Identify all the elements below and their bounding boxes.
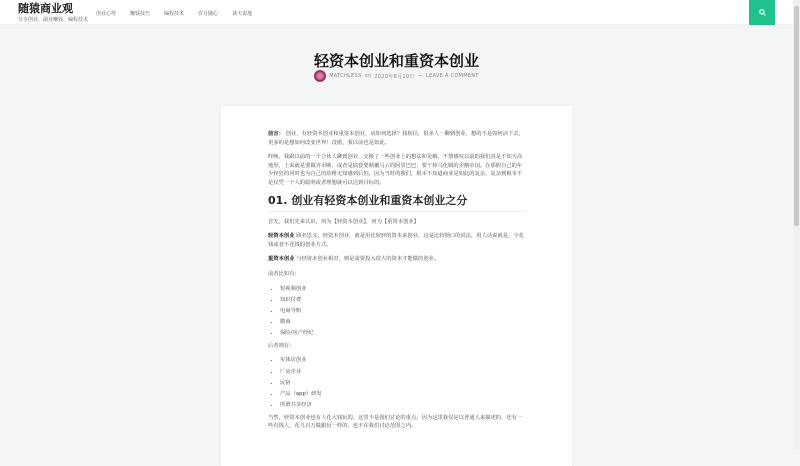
paragraph: 昨晚，我跟以前的一个合伙人聊到创业，交换了一些创业上的想法和见解。不禁感叹以前的我们真是不知天高地厚，上来就是要做齐市断，或者是搞套要颠覆马云的阿里巴巴，要干掉马化腾的企鹅帝国。在那假自己的年少轻狂的同时也为自己的幼稚无知感到后怕。因为当时的我们，根本不知道商业是如此的复杂，复杂到根本不是仅凭一个人的聪明或者理想就可以达到目标的。: [268, 154, 523, 186]
post-content: [268, 130, 526, 437]
site-title[interactable]: 随猿商业观: [18, 2, 73, 15]
search-button[interactable]: [749, 0, 775, 25]
heavy-label: 重资本创业: [268, 256, 295, 263]
list-item: • 电商导购: [280, 307, 526, 316]
intro-label: 前言：: [268, 131, 284, 137]
list-item: • 微商: [280, 318, 526, 327]
meta-sep: —: [417, 73, 424, 79]
nav-item[interactable]: 赚钱技巧: [130, 11, 151, 17]
main-nav: [96, 10, 252, 17]
nav-item[interactable]: 谈天说地: [232, 11, 253, 17]
site-tagline: 分享创业、副业赚钱、编程技术: [18, 17, 89, 23]
latter-list: [280, 356, 526, 409]
paragraph: [268, 232, 526, 249]
heavy-text: 与轻资本创业相对，则是需要投入很大的资本才能做的创业。: [296, 256, 440, 263]
nav-item[interactable]: 创业心得: [96, 11, 117, 17]
post-card: [221, 106, 572, 466]
list-item: • 产品（app）研发: [280, 390, 526, 399]
leave-comment-link[interactable]: LEAVE A COMMENT: [426, 73, 479, 79]
section-heading: 01. 创业有轻资本创业和重资本创业之分: [268, 194, 526, 212]
post-meta: [0, 70, 793, 82]
paragraph: 前者比如有：: [268, 270, 300, 277]
site-header: [0, 0, 793, 25]
former-list: [280, 285, 526, 338]
paragraph: [268, 255, 526, 264]
scrollbar-thumb[interactable]: [794, 6, 799, 226]
light-label: 轻资本创业: [268, 233, 295, 240]
post-title: 轻资本创业和重资本创业: [313, 52, 479, 70]
intro-text: 创业，有轻资本创业和重资本创业，该如何选择？我相信，很多人一聊到创业，想的不是如何活下去，更多的是想如何改变世界！没错，我以前也是如此。: [268, 131, 524, 146]
list-item: • 短视频创业: [280, 285, 526, 294]
post-date[interactable]: 2020年8月19日: [374, 73, 415, 80]
light-text: 顾名思义，轻资本创业，就是用比较轻的资本来创业，这是比较拗口的说法，用人话说就是，少花钱或者不花钱的创业方式。: [268, 233, 524, 248]
site-logo[interactable]: [18, 3, 88, 23]
nav-item[interactable]: 编程技术: [164, 11, 185, 17]
scrollbar[interactable]: [793, 0, 800, 450]
paragraph: 首先，我们先来认识，何为【轻资本创业】，何为【重资本创业】: [268, 218, 419, 225]
list-item: • 厂房企业: [280, 368, 526, 377]
list-item: • 民宿: [280, 379, 526, 388]
list-item: • 知识付费: [280, 296, 526, 305]
list-item: • 保险/房产经纪: [280, 329, 526, 338]
list-item: • 所谓共享经济: [280, 401, 526, 410]
list-item: • 实体店创业: [280, 356, 526, 365]
avatar: [314, 70, 326, 82]
search-icon: [759, 9, 766, 16]
nav-item[interactable]: 岁月随心: [198, 11, 219, 17]
paragraph: [268, 130, 526, 147]
meta-on: on: [364, 73, 372, 79]
paragraph: 后者则有：: [268, 342, 295, 349]
paragraph: 当然，轻资本创业也有人花大钱玩的，这里不是我们讨论的重点。因为这里我仅是以普通人来描述的，还有一些有钱人，花几百万做跟玩一样的，也不在我们讨论范围之内。: [268, 414, 523, 430]
post-author[interactable]: MATCHLESS: [329, 73, 362, 79]
